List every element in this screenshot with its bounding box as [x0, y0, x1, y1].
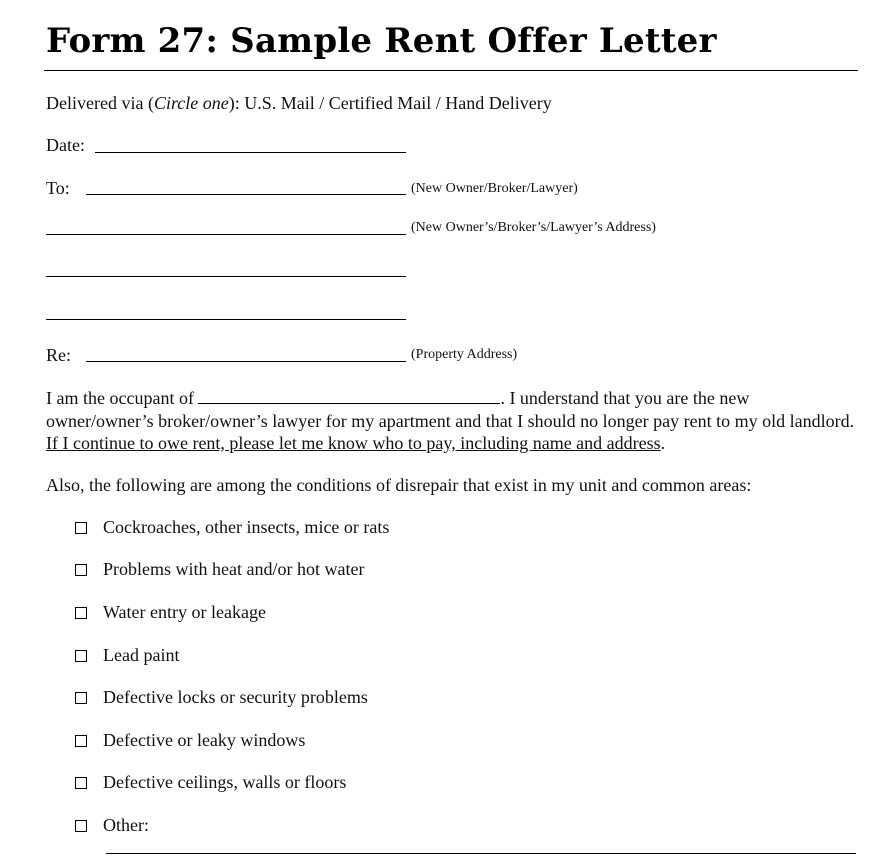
- condition-label: Water entry or leakage: [103, 602, 266, 622]
- date-blank[interactable]: [95, 152, 406, 153]
- condition-item: [75, 601, 266, 623]
- condition-label: Defective locks or security problems: [103, 687, 368, 707]
- condition-item: [75, 686, 368, 708]
- condition-item: [75, 516, 389, 538]
- re-blank[interactable]: [86, 361, 406, 362]
- conditions-intro: Also, the following are among the conditions of disrepair that exist in my unit and common areas:: [46, 475, 752, 495]
- other-blank[interactable]: [106, 853, 856, 854]
- occupant-text: . I understand that you are the new owner/owner’s broker/owner’s lawyer for my apartment and that I should no longer pay rent to my old landlord.: [46, 388, 855, 431]
- checkbox[interactable]: [75, 564, 87, 576]
- delivery-line: [46, 92, 552, 114]
- checkbox[interactable]: [75, 522, 87, 534]
- condition-item: [75, 558, 364, 580]
- condition-item: [75, 644, 179, 666]
- condition-item: [75, 814, 149, 836]
- paragraph-end: .: [660, 433, 666, 453]
- checkbox[interactable]: [75, 820, 87, 832]
- occupant-blank[interactable]: [198, 385, 500, 404]
- owed-rent-request: If I continue to owe rent, please let me know who to pay, including name and address: [46, 433, 661, 453]
- checkbox[interactable]: [75, 777, 87, 789]
- occupant-prefix: I am the occupant of: [46, 388, 194, 408]
- to-label: To:: [46, 178, 70, 198]
- condition-label: Cockroaches, other insects, mice or rats: [103, 517, 390, 537]
- condition-item: [75, 771, 346, 793]
- address-blank-1[interactable]: [46, 234, 406, 235]
- address-hint: (New Owner’s/Broker’s/Lawyer’s Address): [411, 220, 656, 235]
- form-title: Form 27: Sample Rent Offer Letter: [46, 21, 717, 61]
- occupant-paragraph: [46, 385, 858, 455]
- to-hint: (New Owner/Broker/Lawyer): [411, 181, 578, 196]
- delivery-prefix: Delivered via (: [46, 93, 154, 113]
- checkbox[interactable]: [75, 650, 87, 662]
- date-label: Date:: [46, 135, 85, 155]
- condition-label: Defective ceilings, walls or floors: [103, 772, 347, 792]
- re-label: Re:: [46, 345, 71, 365]
- condition-label: Lead paint: [103, 645, 180, 665]
- address-blank-2[interactable]: [46, 276, 406, 277]
- address-blank-3[interactable]: [46, 319, 406, 320]
- checkbox[interactable]: [75, 735, 87, 747]
- condition-label: Problems with heat and/or hot water: [103, 559, 365, 579]
- title-divider: [44, 70, 858, 71]
- checkbox[interactable]: [75, 607, 87, 619]
- delivery-options: ): U.S. Mail / Certified Mail / Hand Delivery: [228, 93, 552, 113]
- delivery-note: Circle one: [153, 93, 229, 113]
- condition-label: Defective or leaky windows: [103, 730, 306, 750]
- to-blank[interactable]: [86, 194, 406, 195]
- checkbox[interactable]: [75, 692, 87, 704]
- condition-label: Other:: [103, 815, 149, 835]
- condition-item: [75, 729, 305, 751]
- re-hint: (Property Address): [411, 347, 518, 362]
